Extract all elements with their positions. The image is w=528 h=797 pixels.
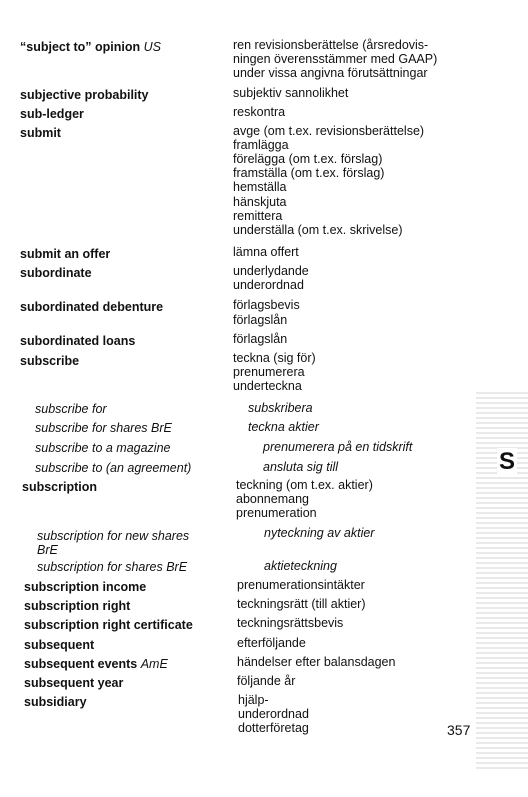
entry-translation: förlagslån — [233, 313, 288, 327]
term-region-suffix: US — [143, 40, 161, 54]
entry-translation: underordnad — [238, 707, 309, 721]
entry-translation: teckning (om t.ex. aktier) — [236, 478, 373, 492]
thumb-index-letter: S — [499, 448, 516, 475]
entry-translation: förelägga (om t.ex. förslag) — [233, 152, 383, 166]
term-region-suffix: AmE — [140, 657, 168, 671]
entry-translation: underordnad — [233, 278, 304, 292]
entry-subterm: subscribe to a magazine — [35, 441, 171, 455]
entry-translation: avge (om t.ex. revisionsberättelse) — [233, 124, 425, 138]
entry-translation: subskribera — [248, 401, 313, 415]
entry-translation: hänskjuta — [233, 195, 287, 209]
entry-term: subscription — [22, 480, 98, 494]
entry-translation: ningen överensstämmer med GAAP) — [233, 52, 438, 66]
entry-translation: framlägga — [233, 138, 289, 152]
entry-translation: subjektiv sannolikhet — [233, 86, 349, 100]
entry-term: subsequent events AmE — [24, 657, 168, 671]
entry-translation: händelser efter balansdagen — [237, 655, 396, 669]
entry-translation: nyteckning av aktier — [264, 526, 375, 540]
entry-translation: underteckna — [233, 379, 302, 393]
entry-translation: under vissa angivna förutsättningar — [233, 66, 428, 80]
entry-term: subordinated debenture — [20, 300, 164, 314]
entry-translation: lämna offert — [233, 245, 299, 259]
entry-term: subsequent — [24, 638, 95, 652]
entry-translation: underlydande — [233, 264, 309, 278]
entry-translation: reskontra — [233, 105, 286, 119]
page-number: 357 — [447, 722, 471, 738]
entry-term: subsidiary — [24, 695, 87, 709]
entry-term: subscription right — [24, 599, 131, 613]
entry-translation: aktieteckning — [264, 559, 337, 573]
entry-translation: abonnemang — [236, 492, 309, 506]
entry-term: subsequent year — [24, 676, 124, 690]
entry-subterm: subscription for new shares — [37, 529, 190, 543]
entry-translation: förlagsbevis — [233, 298, 300, 312]
entry-translation: följande år — [237, 674, 296, 688]
entry-term: submit — [20, 126, 61, 140]
entry-term: subjective probability — [20, 88, 149, 102]
entry-translation: teckningsrätt (till aktier) — [237, 597, 366, 611]
entry-translation: ansluta sig till — [263, 460, 339, 474]
entry-term: subscription income — [24, 580, 147, 594]
entry-translation: förlagslån — [233, 332, 288, 346]
entry-term: sub-ledger — [20, 107, 84, 121]
entry-term: submit an offer — [20, 247, 111, 261]
entry-subterm: subscribe to (an agreement) — [35, 461, 192, 475]
entry-subterm: subscribe for — [35, 402, 107, 416]
entry-translation: prenumerera — [233, 365, 305, 379]
entry-translation: hjälp- — [238, 693, 269, 707]
entry-translation: prenumeration — [236, 506, 317, 520]
entry-subterm: subscribe for shares BrE — [35, 421, 172, 435]
entry-translation: ren revisionsberättelse (årsredovis- — [233, 38, 429, 52]
entry-subterm: subscription for shares BrE — [37, 560, 188, 574]
entry-term: subordinate — [20, 266, 92, 280]
entry-translation: remittera — [233, 209, 283, 223]
entry-translation: efterföljande — [237, 636, 306, 650]
entry-translation: teckningsrättsbevis — [237, 616, 344, 630]
entry-term: subordinated loans — [20, 334, 136, 348]
entry-term: subscribe — [20, 354, 80, 368]
entry-translation: prenumerera på en tidskrift — [263, 440, 413, 454]
entry-translation: teckna (sig för) — [233, 351, 316, 365]
entry-translation: teckna aktier — [248, 420, 319, 434]
entry-translation: underställa (om t.ex. skrivelse) — [233, 223, 403, 237]
entry-subterm: BrE — [37, 543, 58, 557]
entry-translation: framställa (om t.ex. förslag) — [233, 166, 385, 180]
entry-term: subscription right certificate — [24, 618, 193, 632]
entry-term: “subject to” opinion US — [20, 40, 161, 54]
entry-translation: prenumerationsintäkter — [237, 578, 365, 592]
entry-translation: hemställa — [233, 180, 287, 194]
entry-translation: dotterföretag — [238, 721, 309, 735]
